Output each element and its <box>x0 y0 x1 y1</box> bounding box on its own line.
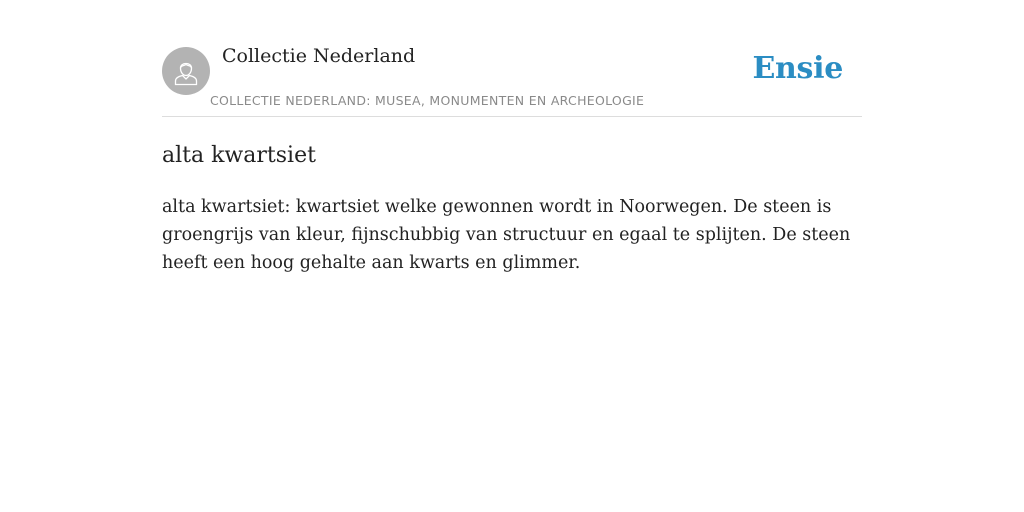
author-subtitle: COLLECTIE NEDERLAND: MUSEA, MONUMENTEN EN ARCHEOLOGIE <box>210 93 645 108</box>
article-title: alta kwartsiet <box>162 143 316 168</box>
user-avatar-icon <box>171 56 201 86</box>
article-body: alta kwartsiet: kwartsiet welke gewonnen wordt in Noorwegen. De steen is groengrijs van kleur, fijnschubbig van structuur en egaal te splijten. De steen heeft een hoog gehalte aan kwarts en glimmer. <box>162 197 851 273</box>
page-header <box>162 0 862 117</box>
avatar[interactable] <box>162 47 210 95</box>
page-container <box>162 0 862 277</box>
ensie-logo[interactable]: Ensie <box>752 51 843 86</box>
author-name[interactable]: Collectie Nederland <box>222 45 416 67</box>
